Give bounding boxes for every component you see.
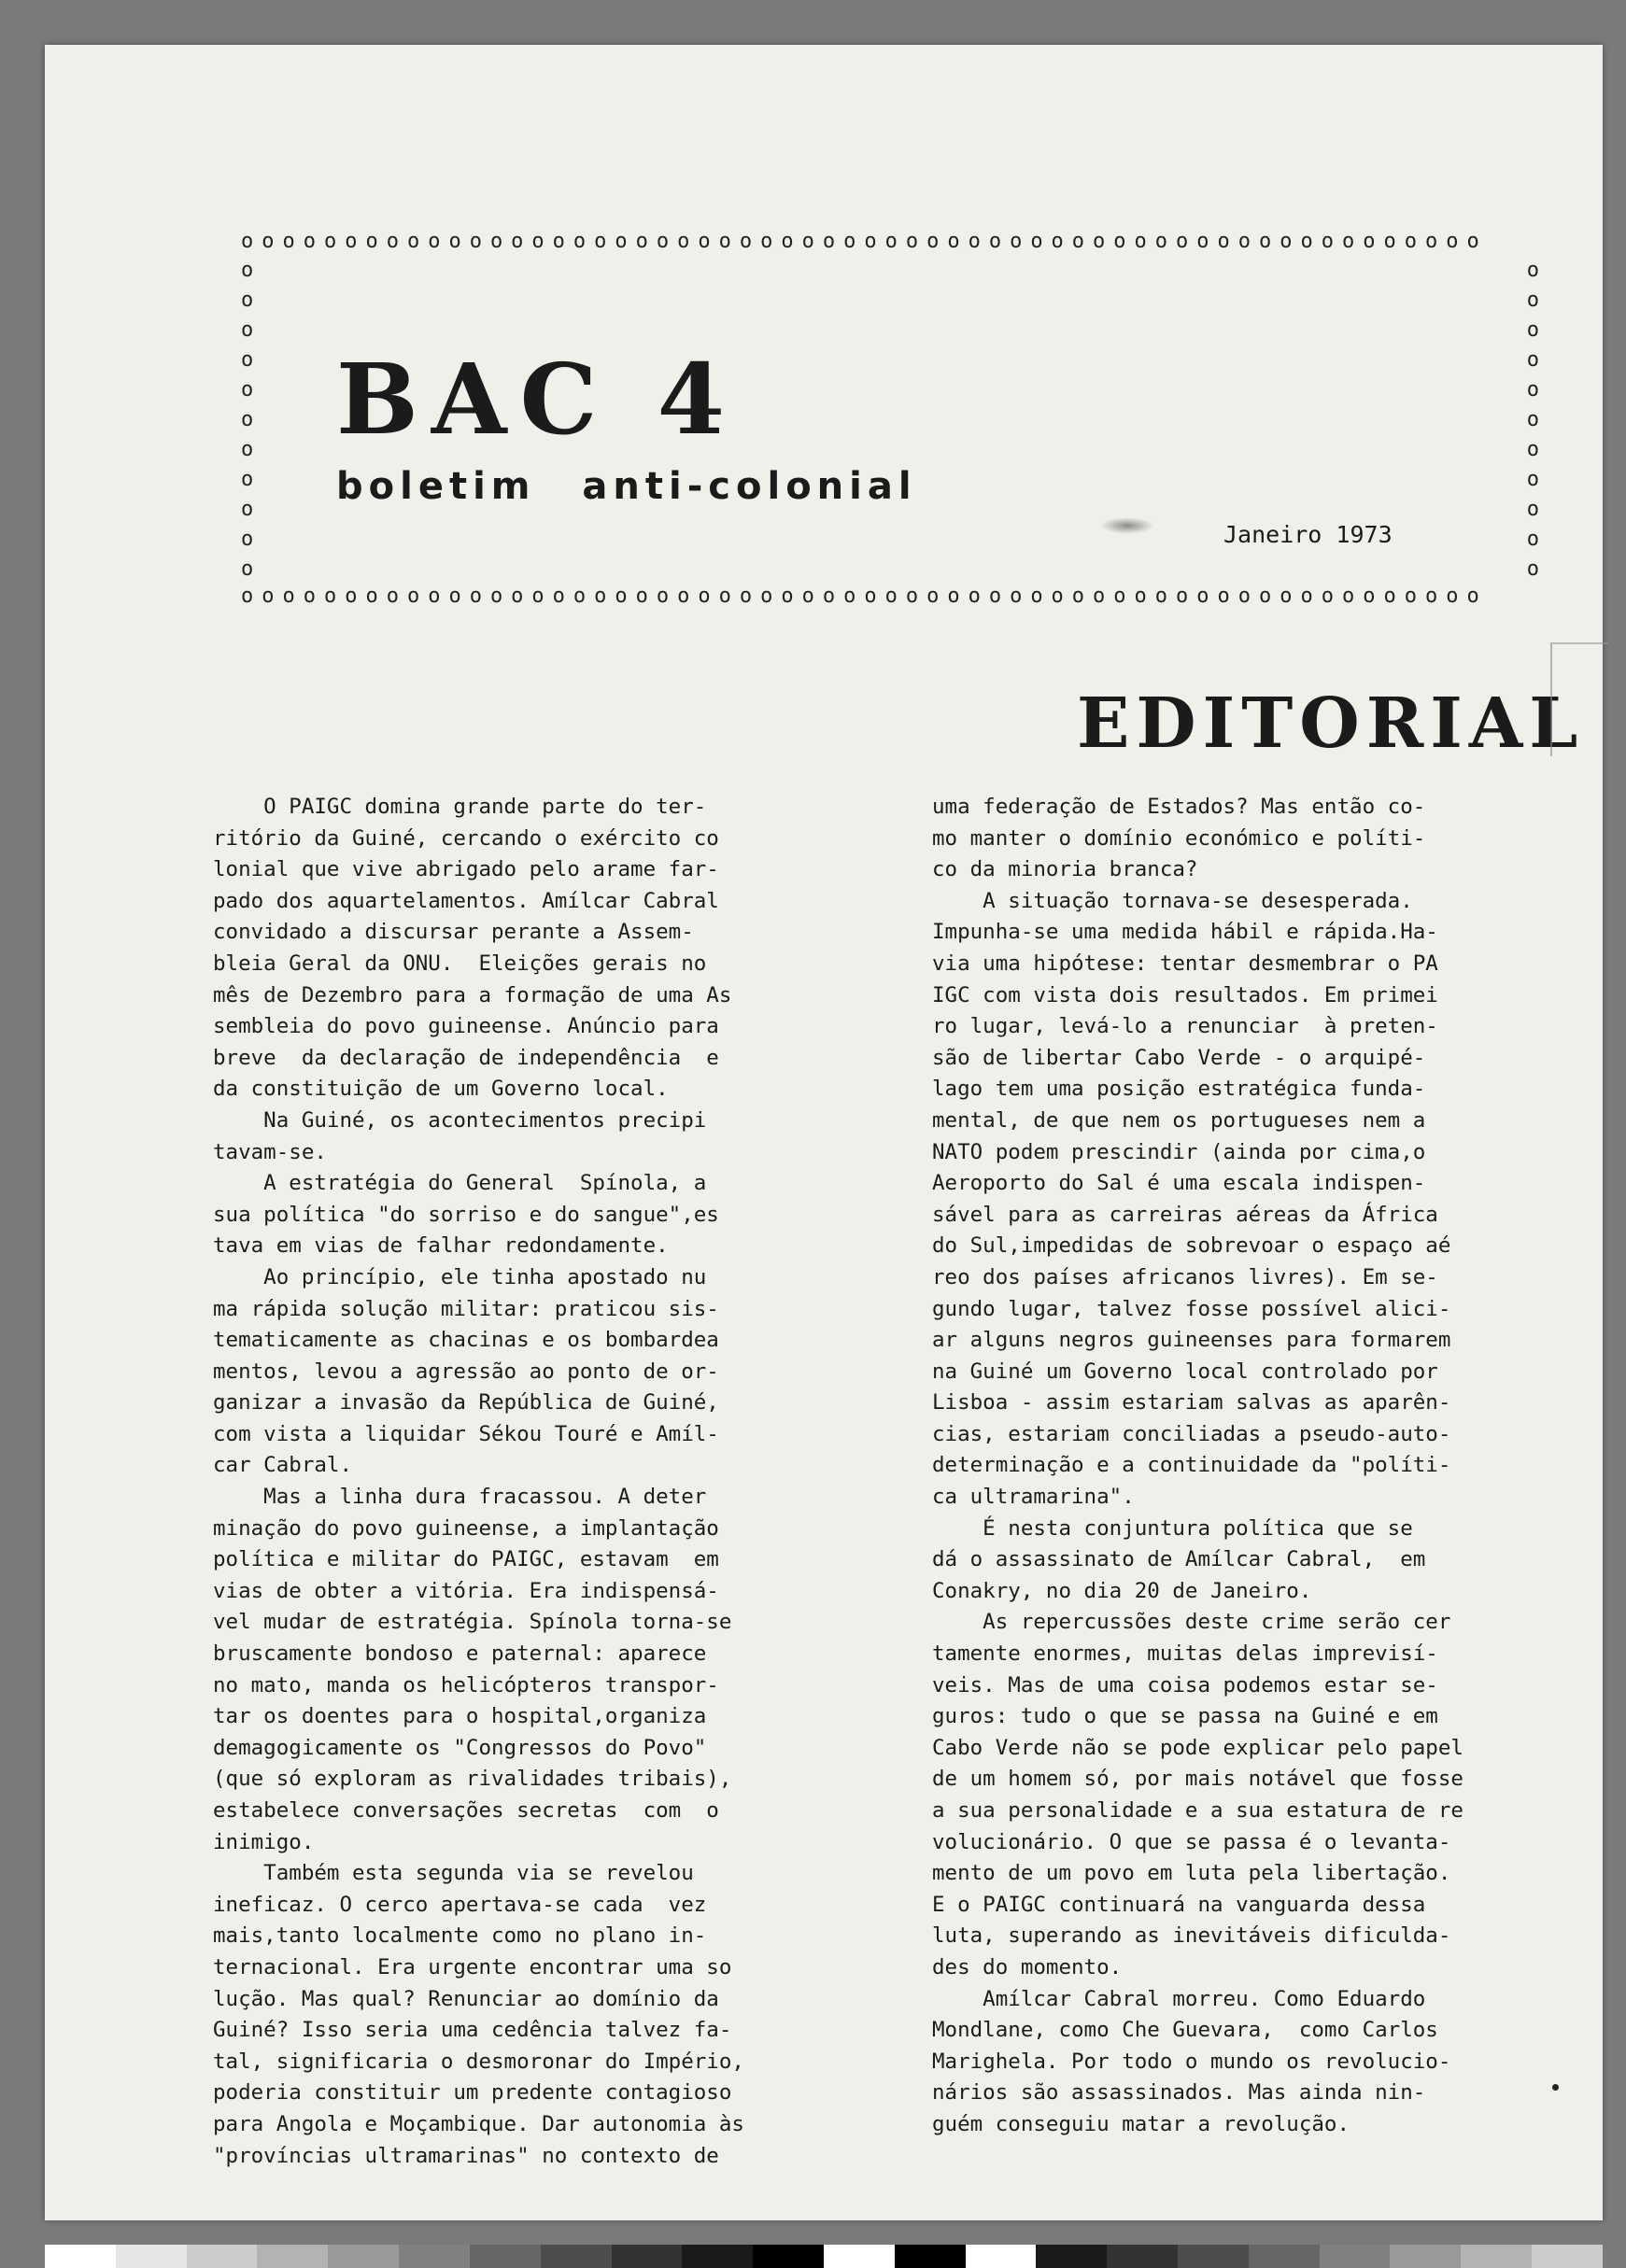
text-line: Mondlane, como Che Guevara, como Carlos (932, 2018, 1438, 2043)
text-line: A estratégia do General Spínola, a (213, 1171, 707, 1196)
text-line: Impunha-se uma medida hábil e rápida.Ha- (932, 920, 1438, 945)
text-line: mentos, levou a agressão ao ponto de or- (213, 1359, 719, 1384)
text-line: tematicamente as chacinas e os bombardea (213, 1328, 719, 1353)
ink-smudge (1100, 517, 1154, 534)
text-line: volucionário. O que se passa é o levanta- (932, 1829, 1451, 1854)
text-line: (que só exploram as rivalidades tribais), (213, 1767, 732, 1792)
text-line: tal, significaria o desmoronar do Império, (213, 2049, 744, 2074)
text-line: do Sul,impedidas de sobrevoar o espaço aé (932, 1233, 1451, 1259)
text-line: Conakry, no dia 20 de Janeiro. (932, 1578, 1312, 1603)
text-line: guém conseguiu matar a revolução. (932, 2111, 1350, 2136)
scale-segment (753, 2245, 824, 2268)
text-line: sável para as carreiras aéreas da África (932, 1202, 1438, 1227)
scale-segment (1390, 2245, 1461, 2268)
text-line: da constituição de um Governo local. (213, 1077, 669, 1102)
text-line: ganizar a invasão da República de Guiné, (213, 1390, 719, 1416)
text-line: gundo lugar, talvez fosse possível alici- (932, 1296, 1451, 1321)
frame-border-bottom: oooooooooooooooooooooooooooooooooooooooooooooooooooooooooooo (241, 586, 1488, 608)
text-line: Cabo Verde não se pode explicar pelo papel (932, 1735, 1463, 1760)
text-line: ma rápida solução militar: praticou sis- (213, 1296, 719, 1321)
text-line: reo dos países africanos livres). Em se- (932, 1264, 1438, 1289)
text-line: NATO podem prescindir (ainda por cima,o (932, 1139, 1426, 1164)
text-line: co da minoria branca? (932, 857, 1198, 882)
text-line: estabelece conversações secretas com o (213, 1798, 719, 1823)
text-line: de um homem só, por mais notável que fosse (932, 1767, 1463, 1792)
scale-segment (895, 2245, 966, 2268)
text-line: Aeroporto do Sal é uma escala indispen- (932, 1171, 1426, 1196)
text-line: "províncias ultramarinas" no contexto de (213, 2143, 719, 2168)
issue-date: Janeiro 1973 (1223, 521, 1393, 548)
scale-segment (116, 2245, 187, 2268)
text-line: luta, superando as inevitáveis dificulda- (932, 1923, 1451, 1949)
scale-segment (1532, 2245, 1603, 2268)
text-line: inimigo. (213, 1829, 315, 1854)
scale-segment (1249, 2245, 1320, 2268)
text-line: ritório da Guiné, cercando o exército co (213, 825, 719, 851)
bulletin-subtitle: boletim anti-colonial (336, 465, 917, 508)
color-calibration-scale (45, 2245, 1603, 2268)
text-line: lago tem uma posição estratégica funda- (932, 1077, 1426, 1102)
scale-segment (399, 2245, 470, 2268)
page-dot (1552, 2084, 1559, 2091)
text-line: tamente enormes, muitas delas imprevisí- (932, 1641, 1438, 1667)
text-line: cias, estariam conciliadas a pseudo-auto- (932, 1421, 1451, 1446)
scale-segment (1178, 2245, 1249, 2268)
text-line: tavam-se. (213, 1139, 327, 1164)
scale-segment (612, 2245, 683, 2268)
text-line: Lisboa - assim estariam salvas as aparên- (932, 1390, 1451, 1416)
frame-border-right: ooooooooooo (1526, 259, 1539, 581)
text-line: mental, de que nem os portugueses nem a (932, 1107, 1426, 1133)
scale-segment (824, 2245, 895, 2268)
scale-segment (470, 2245, 541, 2268)
text-line: ro lugar, levá-lo a renunciar à preten- (932, 1014, 1438, 1039)
text-line: Também esta segunda via se revelou (213, 1861, 694, 1886)
text-line: IGC com vista dois resultados. Em primei (932, 982, 1438, 1007)
text-line: vias de obter a vitória. Era indispensá- (213, 1578, 719, 1603)
text-column-right (932, 792, 1558, 2141)
text-line: com vista a liquidar Sékou Touré e Amíl- (213, 1421, 719, 1446)
text-line: na Guiné um Governo local controlado por (932, 1359, 1438, 1384)
text-line: política e militar do PAIGC, estavam em (213, 1547, 719, 1572)
scale-segment (1461, 2245, 1532, 2268)
text-line: bleia Geral da ONU. Eleições gerais no (213, 951, 707, 976)
scale-segment (1036, 2245, 1107, 2268)
text-line: Mas a linha dura fracassou. A deter (213, 1485, 707, 1510)
text-line: Amílcar Cabral morreu. Como Eduardo (932, 1986, 1426, 2011)
frame-border-left: ooooooooooo (241, 259, 254, 581)
text-line: determinação e a continuidade da "políti- (932, 1453, 1451, 1478)
text-line: veis. Mas de uma coisa podemos estar se- (932, 1672, 1438, 1697)
scale-segment (966, 2245, 1037, 2268)
text-line: lução. Mas qual? Renunciar ao domínio da (213, 1986, 719, 2011)
text-line: tava em vias de falhar redondamente. (213, 1233, 669, 1259)
scale-segment (328, 2245, 399, 2268)
text-line: minação do povo guineense, a implantação (213, 1515, 719, 1541)
scale-segment (45, 2245, 116, 2268)
text-line: via uma hipótese: tentar desmembrar o PA (932, 951, 1438, 976)
text-line: Na Guiné, os acontecimentos precipi (213, 1107, 707, 1133)
text-line: dá o assassinato de Amílcar Cabral, em (932, 1547, 1426, 1572)
scale-segment (541, 2245, 612, 2268)
text-line: para Angola e Moçambique. Dar autonomia às (213, 2111, 744, 2136)
text-line: mais,tanto localmente como no plano in- (213, 1923, 707, 1949)
text-line: mo manter o domínio económico e políti- (932, 825, 1426, 851)
text-line: É nesta conjuntura política que se (932, 1515, 1413, 1541)
text-line: des do momento. (932, 1954, 1123, 1979)
scale-segment (1320, 2245, 1391, 2268)
text-line: mento de um povo em luta pela libertação. (932, 1861, 1451, 1886)
text-line: nários são assassinados. Mas ainda nin- (932, 2080, 1426, 2106)
text-line: Ao princípio, ele tinha apostado nu (213, 1264, 707, 1289)
scale-segment (682, 2245, 753, 2268)
text-line: E o PAIGC continuará na vanguarda dessa (932, 1892, 1426, 1917)
text-line: pado dos aquartelamentos. Amílcar Cabral (213, 888, 719, 913)
text-line: vel mudar de estratégia. Spínola torna-se (213, 1610, 732, 1635)
text-line: lonial que vive abrigado pelo arame far- (213, 857, 719, 882)
text-line: bruscamente bondoso e paternal: aparece (213, 1641, 707, 1667)
text-line: sua política "do sorriso e do sangue",es (213, 1202, 719, 1227)
text-line: A situação tornava-se desesperada. (932, 888, 1413, 913)
text-line: O PAIGC domina grande parte do ter- (213, 795, 707, 819)
text-line: no mato, manda os helicópteros transpor- (213, 1672, 719, 1697)
scale-segment (1107, 2245, 1178, 2268)
text-line: breve da declaração de independência e (213, 1045, 719, 1070)
text-line: Marighela. Por todo o mundo os revolucio- (932, 2049, 1451, 2074)
text-line: uma federação de Estados? Mas então co- (932, 795, 1426, 819)
text-line: demagogicamente os "Congressos do Povo" (213, 1735, 707, 1760)
margin-mark (1550, 642, 1608, 756)
scale-segment (187, 2245, 258, 2268)
text-line: ineficaz. O cerco apertava-se cada vez (213, 1892, 707, 1917)
scale-segment (257, 2245, 328, 2268)
text-line: mês de Dezembro para a formação de uma As (213, 982, 732, 1007)
text-line: poderia constituir um predente contagioso (213, 2080, 732, 2106)
text-line: convidado a discursar perante a Assem- (213, 920, 694, 945)
frame-border-top: oooooooooooooooooooooooooooooooooooooooooooooooooooooooooooo (241, 232, 1488, 253)
text-line: ternacional. Era urgente encontrar uma so (213, 1954, 732, 1979)
text-line: guros: tudo o que se passa na Guiné e em (932, 1704, 1438, 1729)
text-line: ar alguns negros guineenses para formarem (932, 1328, 1451, 1353)
text-line: tar os doentes para o hospital,organiza (213, 1704, 707, 1729)
text-line: sembleia do povo guineense. Anúncio para (213, 1014, 719, 1039)
text-column-left (213, 792, 857, 2172)
text-line: são de libertar Cabo Verde - o arquipé- (932, 1045, 1426, 1070)
bulletin-title: BAC 4 (336, 342, 738, 457)
text-line: Guiné? Isso seria uma cedência talvez fa- (213, 2018, 732, 2043)
text-line: As repercussões deste crime serão cer (932, 1610, 1451, 1635)
text-line: a sua personalidade e a sua estatura de re (932, 1798, 1463, 1823)
text-line: car Cabral. (213, 1453, 353, 1478)
text-line: ca ultramarina". (932, 1485, 1135, 1510)
section-title: EDITORIAL (1077, 683, 1585, 764)
document-page (45, 45, 1603, 2220)
